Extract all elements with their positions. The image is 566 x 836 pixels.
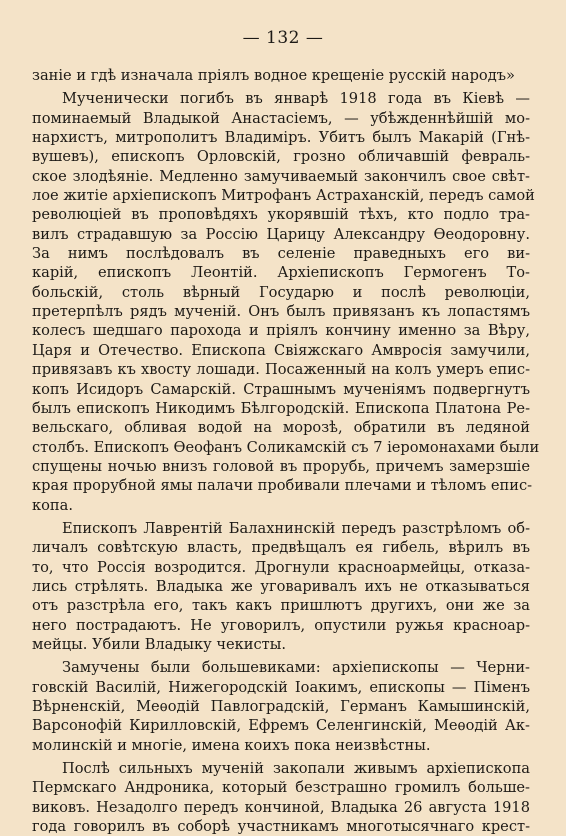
text-line: претерпѣлъ рядъ мученій. Онъ былъ привязанъ къ лопастямъ [32, 303, 530, 321]
text-line: копъ Исидоръ Самарскій. Страшнымъ мученіямъ подвергнутъ [32, 380, 530, 398]
text-line: За нимъ послѣдовалъ въ селеніе праведныхъ его ви- [32, 245, 530, 263]
text-line: края прорубной ямы палачи пробивали плечами и тѣломъ епис- [32, 477, 533, 495]
text-line: копа. [32, 496, 73, 514]
text-line: Епископъ Лаврентій Балахнинскій передъ разстрѣломъ об- [62, 519, 530, 537]
text-line: спущены ночью внизъ головой въ прорубь, причемъ замерзшіе [32, 457, 530, 475]
text-line: мейцы. Убили Владыку чекисты. [32, 635, 286, 653]
text-line: колесъ шедшаго парохода и пріялъ кончину именно за Вѣру, [32, 322, 530, 340]
text-line: поминаемый Владыкой Анастасіемъ, — убѣжденнѣйшій мо- [32, 109, 530, 127]
paragraph [32, 759, 530, 836]
text-line: вушевъ), епископъ Орловскій, грозно обличавшій февраль- [32, 148, 530, 166]
text-line: Пермскаго Андроника, который безстрашно громилъ больше- [32, 779, 530, 797]
text-line: Вѣрненскій, Меѳодій Павлоградскій, Германъ Камышинскій, [32, 698, 530, 715]
text-line: заніе и гдѣ изначала пріялъ водное крещеніе русскій народъ» [32, 67, 515, 84]
page-number: — 132 — [242, 28, 324, 48]
text-line: нархистъ, митрополитъ Владиміръ. Убитъ былъ Макарій (Гнѣ- [32, 129, 530, 147]
text-line: говскій Василій, Нижегородскій Іоакимъ, епископы — Піменъ [32, 678, 530, 696]
text-line: привязавъ къ хвосту лошади. Посаженный на колъ умеръ епис- [32, 361, 530, 379]
paragraph [32, 658, 530, 755]
paragraph [32, 89, 540, 515]
text-line: больскій, столь вѣрный Государю и послѣ революціи, [32, 283, 530, 301]
text-line: вилъ страдавшую за Россію Царицу Александру Ѳеодоровну. [32, 225, 530, 243]
text-line: былъ епископъ Никодимъ Бѣлгородскій. Епископа Платона Ре- [32, 399, 530, 417]
text-line: Царя и Отечество. Епископа Свіяжскаго Амвросія замучили, [32, 341, 530, 359]
text-line: революціей въ проповѣдяхъ укорявшій тѣхъ, кто подло тра- [32, 206, 530, 224]
text-line: виковъ. Незадолго передъ кончиной, Владыка 26 августа 1918 [32, 798, 530, 816]
text-line: лись стрѣлять. Владыка же уговаривалъ ихъ не отказываться [32, 577, 530, 595]
text-line: лое житіе архіепископъ Митрофанъ Астраханскій, передъ самой [32, 187, 535, 205]
body-text [32, 66, 540, 836]
text-line: столбъ. Епископъ Ѳеофанъ Соликамскій съ 7 іеромонахами были [32, 438, 540, 456]
text-line: отъ разстрѣла его, такъ какъ пришлютъ другихъ, они же за [32, 597, 530, 615]
text-line: Послѣ сильныхъ мученій закопали живымъ архіепископа [62, 760, 530, 778]
text-line: Варсонофій Кирилловскій, Ефремъ Селенгинскій, Меѳодій Ак- [32, 717, 530, 735]
text-line: него пострадаютъ. Не уговорилъ, опустили ружья красноар- [32, 616, 530, 634]
text-line: молинскій и многіе, имена коихъ пока неизвѣстны. [32, 736, 431, 754]
text-line: ское злодѣяніе. Медленно замучиваемый закончилъ свое свѣт- [32, 167, 530, 185]
text-line: вельскаго, обливая водой на морозѣ, обратили въ ледяной [32, 419, 530, 437]
text-line: карій, епископъ Леонтій. Архіепископъ Гермогенъ То- [32, 264, 530, 282]
paragraph [32, 66, 530, 85]
text-line: Замучены были большевиками: архіепископы — Черни- [62, 659, 530, 677]
text-line: Мученически погибъ въ январѣ 1918 года въ Кіевѣ — [62, 90, 530, 108]
paragraph [32, 519, 530, 654]
text-line: то, что Россія возродится. Дрогнули красноармейцы, отказа- [32, 558, 530, 576]
text-line: личалъ совѣтскую власть, предвѣщалъ ея гибель, вѣрилъ въ [32, 539, 530, 557]
text-line: года говорилъ въ соборѣ участникамъ многотысячнаго крест- [32, 818, 530, 836]
